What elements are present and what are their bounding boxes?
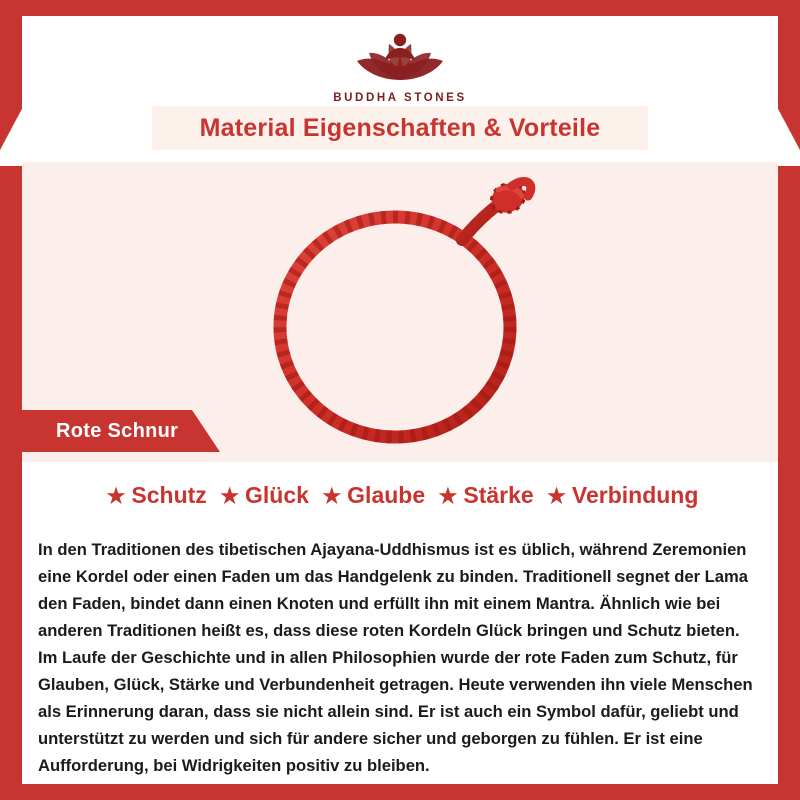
description-paragraph: In den Traditionen des tibetischen Ajayana-Uddhismus ist es üblich, während Zeremonien eine Kordel oder einen Faden um das Handgelenk zu binden. Traditionell segnet der Lama den Faden, bindet dann einen Knoten und erfüllt ihn mit einem Mantra. Ähnlich wie bei anderen Traditionen heißt es, dass diese roten Kordeln Glück bringen und Schutz bieten. Im Laufe der Geschichte und in allen Philosophien wurde der rote Faden zum Schutz, für Glauben, Glück, Stärke und Verbundenheit getragen. Heute verwenden ihn viele Menschen als Erinnerung daran, dass sie nicht allein sind. Er ist auch ein Symbol dafür, geliebt und unterstützt zu werden und sich für andere sicher und geborgen zu fühlen. Er ist eine Aufforderung, bei Widrigkeiten positiv zu bleiben.	[38, 540, 753, 775]
page-title: Material Eigenschaften & Vorteile	[199, 113, 601, 142]
star-icon: ★	[547, 485, 566, 508]
frame-top-border	[0, 0, 800, 16]
title-banner	[152, 106, 648, 150]
lotus-meditation-icon	[335, 28, 465, 90]
keyword-item: Glaube	[347, 482, 426, 508]
section-ribbon-rote-schnur	[22, 410, 220, 452]
star-icon: ★	[438, 485, 458, 508]
star-icon: ★	[322, 485, 342, 508]
keyword-list	[22, 482, 778, 509]
keyword-item: Verbindung	[571, 482, 699, 508]
brand-name: BUDDHA STONES	[333, 92, 467, 104]
keyword-item: Stärke	[463, 482, 534, 508]
keyword-item: Schutz	[131, 482, 207, 508]
star-icon: ★	[220, 485, 240, 508]
star-icon: ★	[106, 485, 126, 508]
keyword-item: Glück	[245, 482, 309, 508]
frame-bottom-border	[0, 784, 800, 800]
ribbon-label: Rote Schnur	[56, 419, 179, 442]
